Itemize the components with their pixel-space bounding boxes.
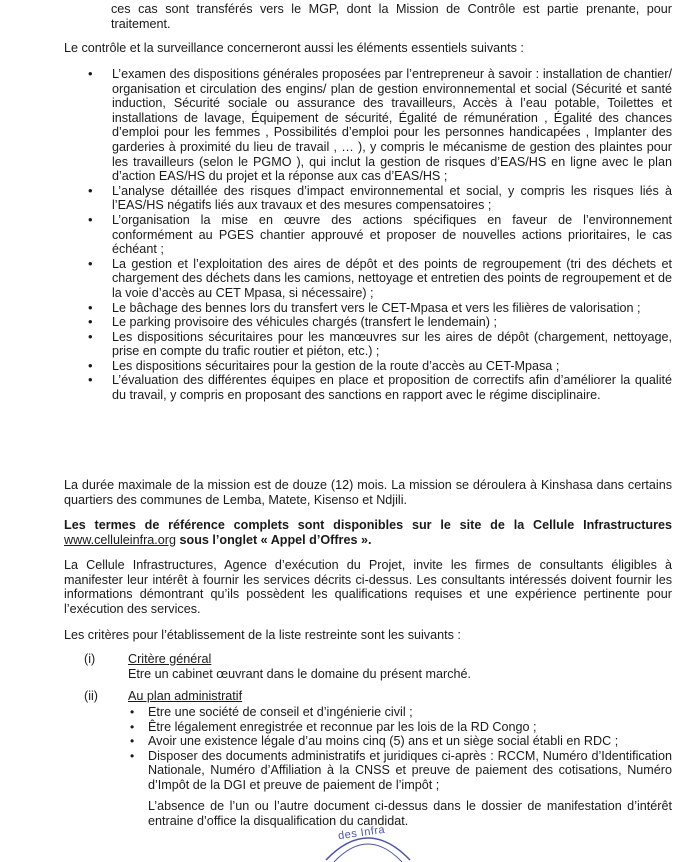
- bullet-icon: •: [88, 357, 93, 373]
- bullet-icon: •: [88, 211, 93, 227]
- control-bullet-list: [88, 67, 672, 403]
- administrative-requirements-list: [130, 705, 672, 793]
- list-item: • L’analyse détaillée des risques d’impact environnemental et social, y compris les risques liés à l’EAS/HS négatifs liés aux travaux et des mesures compensatoires ;: [88, 182, 672, 213]
- bullet-icon: •: [130, 748, 135, 763]
- criterion-number: (i): [84, 652, 96, 666]
- list-item: • L’organisation la mise en œuvre des actions spécifiques en faveur de l’environnement conformément au PGES chantier approuvé et proposer de nouvelles actions prioritaires, le cas échéant ;: [88, 211, 672, 257]
- disqualification-note: L’absence de l’un ou l’autre document ci-dessus dans le dossier de manifestation d’intérêt entraine d’office la disqualification du candidat.: [148, 799, 672, 828]
- list-item: • Le bâchage des bennes lors du transfert vers le CET-Mpasa et vers les filières de valorisation ;: [88, 299, 641, 315]
- list-item: • Être légalement enregistrée et reconnue par les lois de la RD Congo ;: [130, 719, 537, 734]
- invitation-paragraph: La Cellule Infrastructures, Agence d’exécution du Projet, invite les firmes de consultants éligibles à manifester leur intérêt à fournir les services décrits ci-dessus. Les consultants intéressés doivent fournir les informations démontrant qu’ils possèdent les qualifications requises et une expérience pertinente pour l’exécution des services.: [64, 558, 672, 616]
- list-item: • L’évaluation des différentes équipes en place et proposition de correctifs afin d’améliorer la qualité du travail, y compris en proposant des sanctions en rapport avec le régime disciplinaire.: [88, 372, 672, 403]
- list-item: • Etre une société de conseil et d’ingénierie civil ;: [130, 705, 413, 719]
- criteria-intro: Les critères pour l’établissement de la liste restreinte sont les suivants :: [64, 628, 461, 642]
- list-item: • Les dispositions sécuritaires pour la gestion de la route d’accès au CET-Mpasa ;: [88, 357, 560, 373]
- tor-notice: [64, 518, 672, 547]
- criterion-title: Au plan administratif: [128, 689, 243, 703]
- control-intro: Le contrôle et la surveillance concerneront aussi les éléments essentiels suivants :: [64, 41, 524, 55]
- list-item: • Les dispositions sécuritaires pour les manœuvres sur les aires de dépôt (chargement, nettoyage, prise en compte du trafic routier et piéton, etc.) ;: [88, 328, 672, 359]
- stamp-text: des Infra: [337, 823, 386, 843]
- criterion-number: (ii): [84, 689, 98, 703]
- intro-continuation: ces cas sont transférés vers le MGP, dont la Mission de Contrôle est partie prenante, pour traitement.: [111, 2, 672, 31]
- list-item: • Le parking provisoire des véhicules chargés (transfert le lendemain) ;: [88, 314, 498, 330]
- bullet-icon: •: [88, 66, 93, 81]
- tor-text-end: sous l’onglet « Appel d’Offres ».: [176, 532, 372, 547]
- criterion-text: Etre un cabinet œuvrant dans le domaine du présent marché.: [128, 667, 472, 681]
- list-item: • Disposer des documents administratifs et juridiques ci-après : RCCM, Numéro d’Identification Nationale, Numéro d’Affiliation à la CNSS et preuve de paiement des cotisations, Numéro d’Impôt de la DGI et preuve de paiement de l’impôt ;: [130, 748, 672, 792]
- bullet-icon: •: [88, 299, 93, 315]
- list-item: • La gestion et l’exploitation des aires de dépôt et des points de regroupement (tri des déchets et chargement des déchets dans les camions, nettoyage et entretien des points de regroupement et de la voie d’accès au CET Mpasa, si nécessaire) ;: [88, 255, 672, 300]
- mission-duration: La durée maximale de la mission est de douze (12) mois. La mission se déroulera à Kinshasa dans certains quartiers des communes de Lemba, Matete, Kisenso et Ndjili.: [64, 478, 672, 507]
- bullet-icon: •: [130, 705, 135, 719]
- bullet-icon: •: [88, 372, 93, 388]
- bullet-icon: •: [88, 182, 93, 198]
- celluleinfra-link[interactable]: www.celluleinfra.org: [64, 532, 176, 547]
- bullet-icon: •: [130, 734, 135, 749]
- list-item: • Avoir une existence légale d’au moins cinq (5) ans et un siège social établi en RDC ;: [130, 734, 619, 749]
- list-item: • L’examen des dispositions générales proposées par l’entrepreneur à savoir : installation de chantier/ organisation et circulation des engins/ plan de gestion environnemental et social (Sécurité et santé induction, Sécurité sociale ou assurance des travailleurs, Accès à l’eau potable, Toilettes et installations de lavage, Équipement de sécurité, Égalité de rémunération , Égalité des chances d’emploi pour les femmes , Possibilités d’emploi pour les personnes handicapées , Implanter des garderies à proximité du lieu de travail , … ), y compris le mécanisme de gestion des plaintes pour les travailleurs (selon le PGMO ), qui inclut la gestion de risques d’EAS/HS en ligne avec le plan d’action EAS/HS du projet et la réponse aux cas d’EAS/HS ;: [88, 66, 672, 184]
- bullet-icon: •: [130, 719, 135, 734]
- criterion-title: Critère général: [128, 652, 212, 666]
- bullet-icon: •: [88, 255, 93, 271]
- tor-text-start: Les termes de référence complets sont disponibles sur le site de la Cellule Infrastructures: [64, 518, 672, 532]
- bullet-icon: •: [88, 314, 93, 330]
- bullet-icon: •: [88, 328, 93, 344]
